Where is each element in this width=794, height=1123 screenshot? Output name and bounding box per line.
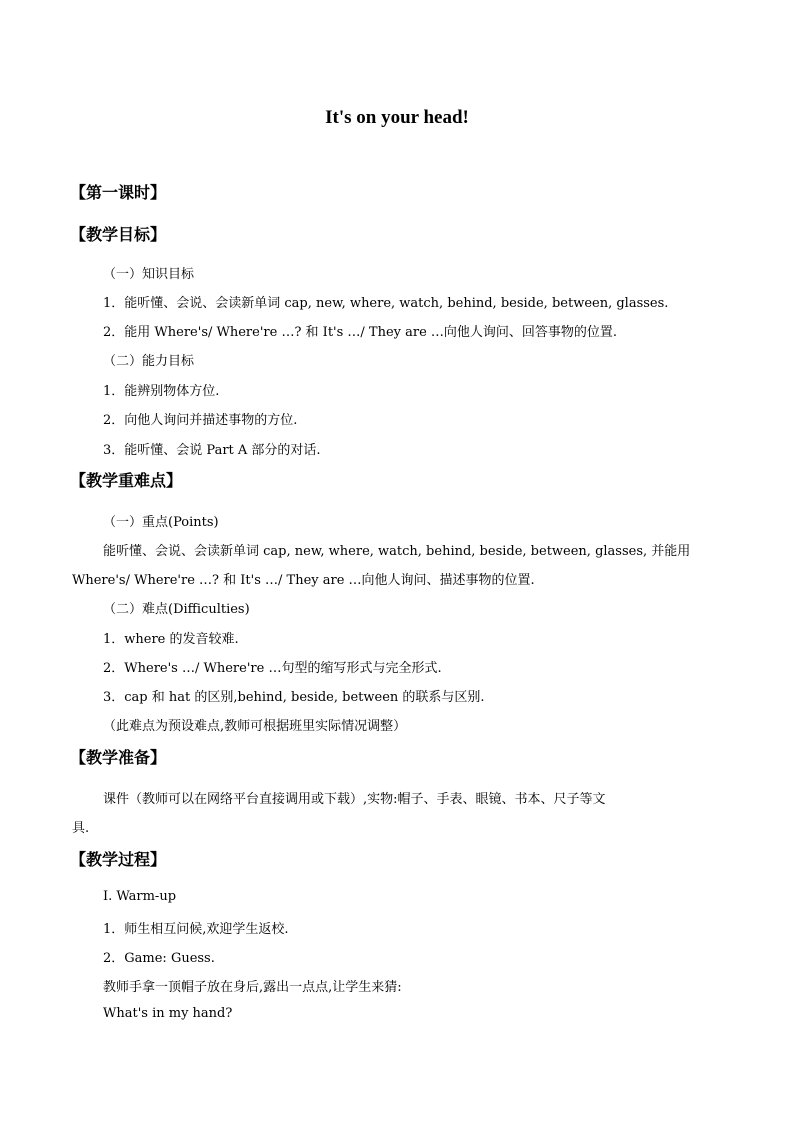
heading-prep: 【教学准备】 (70, 748, 167, 767)
heading-goals: 【教学目标】 (70, 225, 167, 244)
heading-lesson: 【第一课时】 (70, 183, 167, 202)
knowledge-goal-2: 2．能用 Where's/ Where're …? 和 It's …/ They are …向他人询问、回答事物的位置. (103, 325, 618, 340)
knowledge-goal-1: 1．能听懂、会说、会读新单词 cap, new, where, watch, behind, beside, between, glasses. (103, 296, 669, 311)
document-title: It's on your head! (325, 107, 469, 128)
difficulty-3: 3．cap 和 hat 的区别,behind, beside, between 的联系与区别. (103, 690, 485, 705)
points-title: （一）重点(Points) (103, 515, 219, 530)
difficulty-1: 1．where 的发音较难. (103, 632, 239, 647)
process-step-3: 教师手拿一顶帽子放在身后,露出一点点,让学生来猜: (103, 980, 402, 995)
points-line-1: 能听懂、会说、会读新单词 cap, new, where, watch, behind, beside, between, glasses, 并能用 (103, 544, 691, 559)
prep-line-1: 课件（教师可以在网络平台直接调用或下载）,实物:帽子、手表、眼镜、书本、尺子等文 (103, 792, 606, 807)
process-step-1: 1．师生相互问候,欢迎学生返校. (103, 922, 289, 937)
process-warmup: I. Warm-up (103, 889, 177, 904)
ability-goal-1: 1．能辨别物体方位. (103, 384, 220, 399)
difficulty-2: 2．Where's …/ Where're …句型的缩写形式与完全形式. (103, 661, 442, 676)
points-line-2: Where's/ Where're …? 和 It's …/ They are …向他人询问、描述事物的位置. (72, 573, 535, 588)
prep-line-2: 具. (72, 821, 90, 836)
difficulty-note: （此难点为预设难点,教师可根据班里实际情况调整） (103, 719, 407, 734)
ability-goal-title: （二）能力目标 (103, 354, 195, 369)
ability-goal-2: 2．向他人询问并描述事物的方位. (103, 413, 298, 428)
heading-process: 【教学过程】 (70, 850, 167, 869)
heading-keypoints: 【教学重难点】 (70, 471, 183, 490)
process-step-4: What's in my hand? (103, 1006, 233, 1021)
knowledge-goal-title: （一）知识目标 (103, 267, 195, 282)
ability-goal-3: 3．能听懂、会说 Part A 部分的对话. (103, 443, 321, 458)
difficulties-title: （二）难点(Difficulties) (103, 602, 250, 617)
process-step-2: 2．Game: Guess. (103, 951, 215, 966)
